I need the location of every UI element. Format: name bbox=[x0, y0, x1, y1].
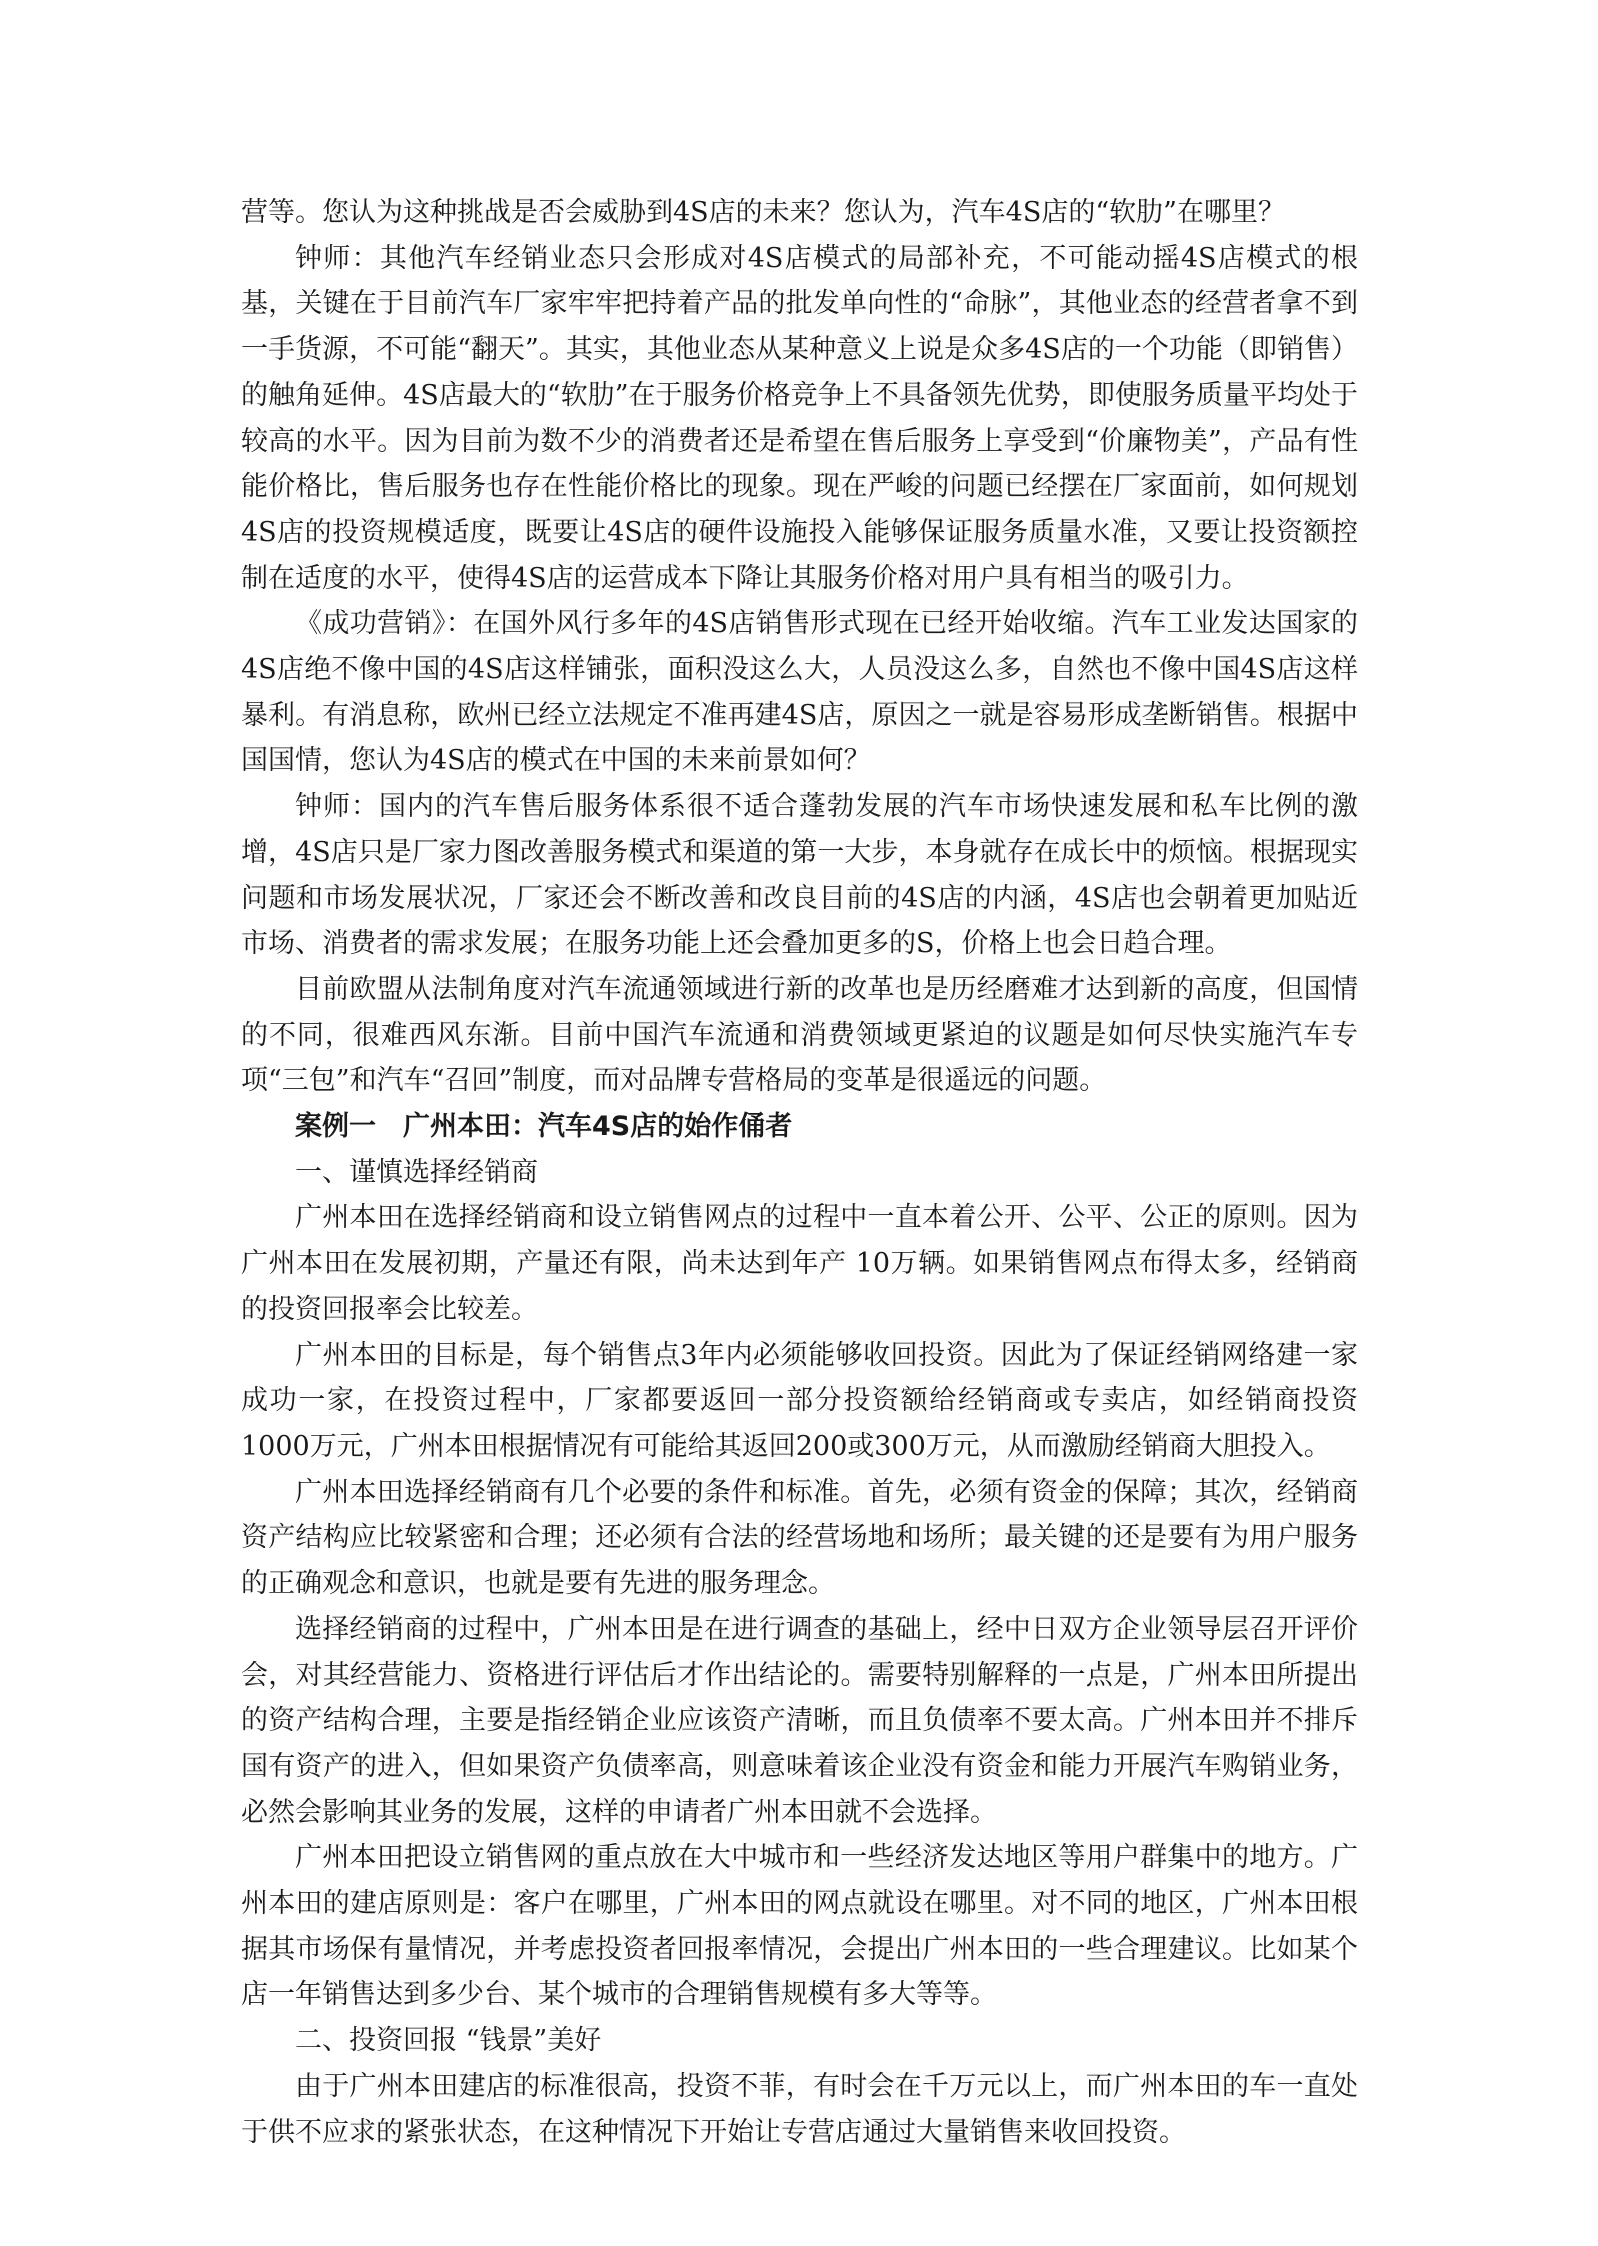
paragraph-question-future: 《成功营销》：在国外风行多年的4S店销售形式现在已经开始收缩。汽车工业发达国家的4S店绝不像中国的4S店这样铺张，面积没这么大，人员没这么多，自然也不像中国4S店这样暴利。有消息称，欧州已经立法规定不准再建4S店，原因之一就是容易形成垄断销售。根据中国国情，您认为4S店的模式在中国的未来前景如何？ bbox=[241, 608, 1358, 777]
paragraph-dealer-evaluation: 选择经销商的过程中，广州本田是在进行调查的基础上，经中日双方企业领导层召开评价会，对其经营能力、资格进行评估后才作出结论的。需要特别解释的一点是，广州本田所提出的资产结构合理，主要是指经销企业应该资产清晰，而且负债率不要太高。广州本田并不排斥国有资产的进入，但如果资产负债率高，则意味着该企业没有资金和能力开展汽车购销业务，必然会影响其业务的发展，这样的申请者广州本田就不会选择。 bbox=[241, 1613, 1358, 1828]
paragraph-dealer-criteria: 广州本田选择经销商有几个必要的条件和标准。首先，必须有资金的保障；其次，经销商资产结构应比较紧密和合理；还必须有合法的经营场地和场所；最关键的还是要有为用户服务的正确观念和意识，也就是要有先进的服务理念。 bbox=[241, 1476, 1358, 1600]
paragraph-answer-future: 钟师：国内的汽车售后服务体系很不适合蓬勃发展的汽车市场快速发展和私车比例的激增，4S店只是厂家力图改善服务模式和渠道的第一大步，本身就存在成长中的烦恼。根据现实问题和市场发展状况，厂家还会不断改善和改良目前的4S店的内涵，4S店也会朝着更加贴近市场、消费者的需求发展；在服务功能上还会叠加更多的S，价格上也会日趋合理。 bbox=[241, 791, 1358, 960]
document-body bbox=[241, 190, 1358, 2155]
case-heading: 案例一 广州本田：汽车4S店的始作俑者 bbox=[295, 1111, 793, 1143]
paragraph-network-focus: 广州本田把设立销售网的重点放在大中城市和一些经济发达地区等用户群集中的地方。广州本田的建店原则是：客户在哪里，广州本田的网点就设在哪里。对不同的地区，广州本田根据其市场保有量情况，并考虑投资者回报率情况，会提出广州本田的一些合理建议。比如某个店一年销售达到多少台、某个城市的合理销售规模有多大等等。 bbox=[241, 1842, 1358, 2011]
paragraph-question-end: 营等。您认为这种挑战是否会威胁到4S店的未来？您认为，汽车4S店的“软肋”在哪里？ bbox=[241, 197, 1285, 228]
section-heading-investment-return: 二、投资回报 “钱景”美好 bbox=[295, 2025, 602, 2057]
paragraph-eu-reform: 目前欧盟从法制角度对汽车流通领域进行新的改革也是历经磨难才达到新的高度，但国情的不同，很难西风东渐。目前中国汽车流通和消费领域更紧迫的议题是如何尽快实施汽车专项“三包”和汽车“召回”制度，而对品牌专营格局的变革是很遥远的问题。 bbox=[241, 973, 1358, 1097]
paragraph-dealer-goal: 广州本田的目标是，每个销售点3年内必须能够收回投资。因此为了保证经销网络建一家成功一家，在投资过程中，厂家都要返回一部分投资额给经销商或专卖店，如经销商投资1000万元，广州本田根据情况有可能给其返回200或300万元，从而激励经销商大胆投入。 bbox=[241, 1339, 1358, 1462]
paragraph-investment-recovery: 由于广州本田建店的标准很高，投资不菲，有时会在千万元以上，而广州本田的车一直处于供不应求的紧张状态，在这种情况下开始让专营店通过大量销售来收回投资。 bbox=[241, 2070, 1358, 2148]
paragraph-answer-soft-spot: 钟师：其他汽车经销业态只会形成对4S店模式的局部补充，不可能动摇4S店模式的根基，关键在于目前汽车厂家牢牢把持着产品的批发单向性的“命脉”，其他业态的经营者拿不到一手货源，不可能“翻天”。其实，其他业态从某种意义上说是众多4S店的一个功能（即销售）的触角延伸。4S店最大的“软肋”在于服务价格竞争上不具备领先优势，即使服务质量平均处于较高的水平。因为目前为数不少的消费者还是希望在售后服务上享受到“价廉物美”，产品有性能价格比，售后服务也存在性能价格比的现象。现在严峻的问题已经摆在厂家面前，如何规划4S店的投资规模适度，既要让4S店的硬件设施投入能够保证服务质量水准，又要让投资额控制在适度的水平，使得4S店的运营成本下降让其服务价格对用户具有相当的吸引力。 bbox=[241, 242, 1358, 594]
section-heading-dealer-selection: 一、谨慎选择经销商 bbox=[295, 1156, 538, 1188]
paragraph-dealer-principles: 广州本田在选择经销商和设立销售网点的过程中一直本着公开、公平、公正的原则。因为广州本田在发展初期，产量还有限，尚未达到年产 10万辆。如果销售网点布得太多，经销商的投资回报率会比较差。 bbox=[241, 1202, 1358, 1325]
